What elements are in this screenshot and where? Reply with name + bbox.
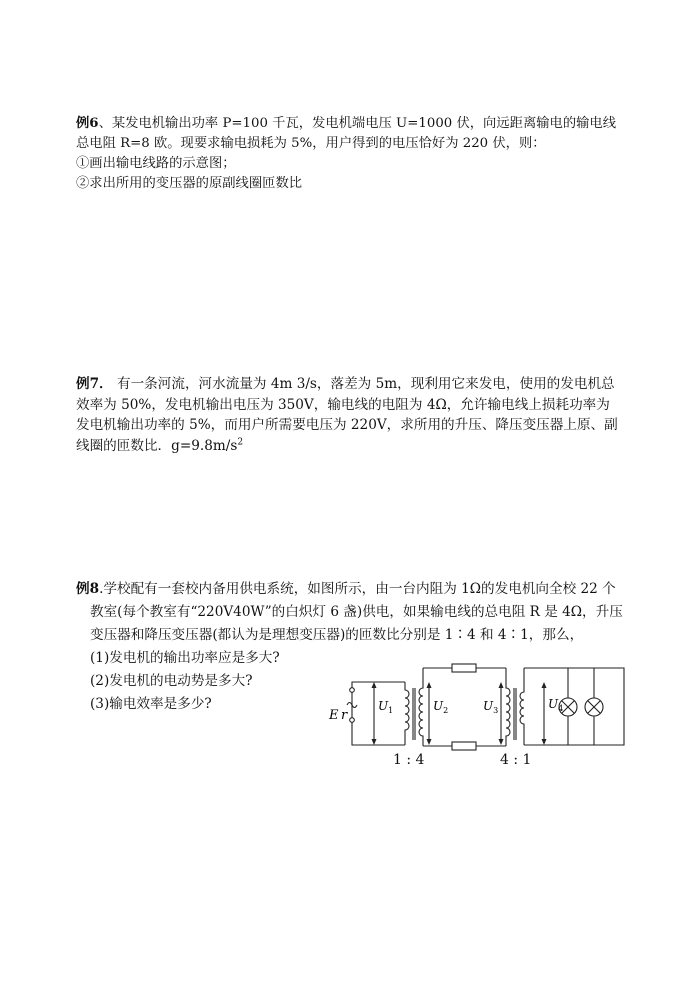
generator-terminal-bottom <box>350 718 355 723</box>
example-7 <box>76 374 636 456</box>
example-6 <box>76 114 636 194</box>
question-2: (2)发电机的电动势是多大? <box>90 673 253 689</box>
example-7-line-2: 效率为 50%，发电机输出电压为 350V，输电线的电阻为 4Ω，允许输电线上损耗功率为 <box>76 396 610 413</box>
ratio-step-down: 4 : 1 <box>500 752 532 768</box>
example-6-label: 例6 <box>76 116 99 131</box>
transformer-1-primary <box>405 682 409 745</box>
example-8-line-3: 变压器和降压变压器(都认为是理想变压器)的匝数比分别是 1∶4 和 4∶1，那么， <box>90 627 584 643</box>
label-emf: E <box>329 708 339 723</box>
label-u1: $U_1$ <box>378 699 394 715</box>
generator-loop-wire <box>352 682 405 745</box>
question-1: (1)发电机的输出功率应是多大? <box>90 650 280 666</box>
line-resistor-bottom <box>452 742 476 750</box>
example-7-line-1: 例7． 有一条河流，河水流量为 4m 3/s，落差为 5m，现利用它来发电，使用的发电机总 <box>76 376 615 392</box>
label-u3: $U_3$ <box>483 699 499 715</box>
transformer-2-secondary <box>520 682 524 745</box>
lamp-2-icon <box>585 698 603 716</box>
label-internal-resistance: r <box>341 708 348 723</box>
line-resistor-top <box>452 664 476 672</box>
example-8-line-1: 例8.学校配有一套校内备用供电系统，如图所示，由一台内阻为 1Ω的发电机向全校 22 个 <box>76 581 616 597</box>
example-6-line-4: ②求出所用的变压器的原副线圈匝数比 <box>76 176 303 191</box>
question-3: (3)输电效率是多少? <box>90 696 212 712</box>
transformer-1-secondary <box>419 682 423 745</box>
example-6-line-2: 总电阻 R=8 欧。现要求输电损耗为 5%，用户得到的电压恰好为 220 伏，则： <box>76 136 546 151</box>
ratio-step-up: 1 : 4 <box>393 752 425 768</box>
generator-terminal-top <box>350 688 355 693</box>
example-6-line-1: 例6、某发电机输出功率 P=100 千瓦，发电机端电压 U=1000 伏，向远距离输电的输电线 <box>76 116 617 131</box>
superscript-2: 2 <box>237 436 244 447</box>
label-u4: $U_4$ <box>548 697 564 713</box>
transformer-2-primary <box>506 682 510 746</box>
example-6-line-3: ①画出输电线路的示意图； <box>76 156 236 171</box>
example-7-line-3: 发电机输出功率的 5%，而用户所需要电压为 220V，求所用的升压、降压变压器上原、副 <box>76 417 618 433</box>
example-8-line-2: 教室(每个教室有“220V40W”的白炽灯 6 盏)供电，如果输电线的总电阻 R 是 4Ω，升压 <box>90 604 623 620</box>
example-7-label: 例7． <box>76 376 113 392</box>
label-u2: $U_2$ <box>433 699 449 715</box>
example-7-line-4: 线圈的匝数比．$g=9.8m/s^2$ <box>76 436 244 454</box>
example-8-label: 例8 <box>76 581 100 597</box>
circuit-diagram <box>320 660 645 775</box>
